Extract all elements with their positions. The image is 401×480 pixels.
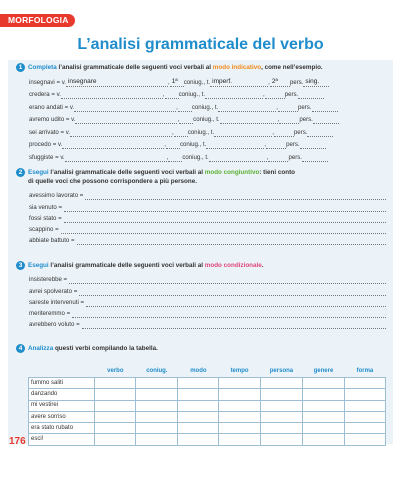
verb-form: credera = v.: [29, 91, 61, 98]
person-blank[interactable]: [265, 91, 285, 99]
answer-cell[interactable]: [136, 434, 178, 445]
answer-cell[interactable]: [136, 389, 178, 400]
answer-cell[interactable]: [260, 423, 302, 434]
analysis-line: [29, 318, 386, 329]
page-title: L’analisi grammaticale del verbo: [77, 36, 324, 53]
coniug-label: coniug., t.: [182, 153, 209, 161]
answer-cell[interactable]: [219, 411, 260, 422]
analysis-line: [29, 307, 386, 318]
number-blank[interactable]: [312, 104, 338, 112]
answer-cell[interactable]: [344, 378, 385, 389]
verb-cell: era stato rubato: [29, 423, 95, 434]
answer-cell[interactable]: [136, 378, 178, 389]
tense-blank[interactable]: [206, 141, 264, 149]
coniug-label: coniug., t.: [187, 128, 215, 136]
verb-form: sareste intervenuti =: [29, 298, 85, 306]
person-blank[interactable]: [270, 79, 290, 87]
coniugation-blank-value: 1ª: [171, 77, 178, 85]
person-blank[interactable]: [274, 129, 294, 137]
exercise-number-4: 4: [16, 344, 25, 353]
column-header: forma: [356, 368, 374, 374]
exercise-2: [16, 168, 386, 245]
verb-cell: fummo saliti: [29, 378, 95, 389]
verb-form: erano andati = v.: [29, 103, 75, 111]
answer-blank[interactable]: [79, 288, 386, 296]
answer-cell[interactable]: [136, 400, 178, 411]
answer-blank[interactable]: [86, 299, 386, 307]
answer-cell[interactable]: [303, 378, 345, 389]
verb-form: abbiate battuto =: [29, 237, 75, 245]
exercise-number-2: 2: [16, 168, 25, 177]
coniugation-blank[interactable]: [166, 141, 180, 149]
analysis-line: [29, 234, 386, 245]
exercise-3-rows: [29, 273, 386, 329]
verb-form: scappino =: [29, 226, 59, 234]
column-header: genere: [313, 368, 334, 374]
verb-cell: esci!: [29, 434, 95, 445]
answer-blank[interactable]: [64, 215, 386, 223]
exercise-3: [16, 261, 386, 329]
answer-blank[interactable]: [77, 237, 386, 245]
analysis-row: sei arrivato = v. , coniug., t. , pers.: [29, 124, 384, 137]
pers-label: pers.: [293, 128, 308, 136]
tense-blank[interactable]: [209, 154, 267, 162]
exercise-panel: [8, 60, 393, 444]
coniugation-blank[interactable]: [179, 116, 193, 124]
analysis-line: [29, 296, 386, 307]
answer-cell[interactable]: [344, 434, 385, 445]
pers-label: pers.: [297, 103, 312, 111]
person-blank[interactable]: [268, 154, 288, 162]
verb-infinitive-blank[interactable]: [65, 154, 167, 162]
answer-cell[interactable]: [260, 434, 302, 445]
coniugation-blank[interactable]: [170, 79, 184, 87]
coniug-label: coniug., t.: [183, 78, 211, 86]
answer-cell[interactable]: [136, 423, 178, 434]
table-row: [29, 434, 386, 445]
coniugation-blank[interactable]: [165, 91, 179, 99]
answer-cell[interactable]: [260, 378, 302, 389]
exercise-2-rows: [29, 189, 386, 245]
exercise-1-instruction: 1 Completa l’analisi grammaticale delle seguenti voci verbali al modo indicativo, come nell’esempio.: [16, 63, 386, 72]
tense-blank[interactable]: [218, 104, 276, 112]
verb-form: sfuggiste = v.: [29, 153, 65, 161]
number-blank[interactable]: [303, 79, 329, 87]
answer-blank[interactable]: [61, 226, 386, 234]
verb-form: avrei spolverato =: [29, 287, 78, 295]
verb-infinitive-blank[interactable]: [62, 141, 164, 149]
exercise-4: [16, 344, 386, 443]
verb-cell: mi vestirei: [29, 400, 95, 411]
verb-infinitive-blank-value: insegnare: [67, 77, 97, 85]
table-row: [29, 400, 386, 411]
analysis-row: credera = v. , coniug., t. , pers.: [29, 87, 384, 100]
answer-cell[interactable]: [219, 400, 260, 411]
answer-cell[interactable]: [260, 389, 302, 400]
answer-cell[interactable]: [303, 389, 345, 400]
analysis-row: sfuggiste = v. , coniug., t. , pers.: [29, 149, 384, 162]
answer-cell[interactable]: [303, 434, 345, 445]
answer-cell[interactable]: [219, 389, 260, 400]
pers-label: pers.: [289, 78, 304, 86]
analysis-line: [29, 273, 386, 284]
answer-blank[interactable]: [82, 321, 386, 329]
analysis-row: erano andati = v. , coniug., t. , pers.: [29, 99, 384, 112]
section-tag: MORFOLOGIA: [0, 14, 75, 27]
verb-cell: danzando: [29, 389, 95, 400]
answer-cell[interactable]: [260, 400, 302, 411]
number-blank[interactable]: [307, 129, 333, 137]
verb-form: sei arrivato = v.: [29, 128, 71, 136]
person-blank-value: 2ª: [271, 77, 278, 85]
analysis-line: [29, 223, 386, 234]
answer-blank[interactable]: [64, 204, 386, 212]
analysis-line: [29, 284, 386, 295]
coniugation-blank[interactable]: [168, 154, 182, 162]
answer-cell[interactable]: [178, 434, 219, 445]
answer-cell[interactable]: [303, 411, 345, 422]
verb-form: sia venuto =: [29, 203, 63, 211]
column-header: verbo: [107, 368, 124, 374]
answer-cell[interactable]: [344, 389, 385, 400]
analysis-table: [28, 366, 386, 446]
answer-blank[interactable]: [69, 276, 386, 284]
answer-cell[interactable]: [95, 400, 136, 411]
number-blank[interactable]: [302, 154, 328, 162]
verb-infinitive-blank[interactable]: [61, 91, 163, 99]
verb-cell: avere sorriso: [29, 411, 95, 422]
verb-form: fossi stato =: [29, 214, 62, 222]
verb-form: meriteremmo =: [29, 310, 71, 318]
person-blank[interactable]: [279, 116, 299, 124]
coniug-label: coniug., t.: [193, 116, 220, 123]
tense-blank[interactable]: [205, 91, 263, 99]
answer-cell[interactable]: [178, 423, 219, 434]
answer-cell[interactable]: [178, 411, 219, 422]
answer-cell[interactable]: [178, 400, 219, 411]
analysis-line: [29, 189, 386, 200]
answer-cell[interactable]: [260, 411, 302, 422]
verb-form: avrebbero voluto =: [29, 321, 80, 329]
coniug-label: coniug., t.: [179, 141, 207, 148]
answer-cell[interactable]: [95, 378, 136, 389]
verb-infinitive-blank[interactable]: [74, 104, 176, 112]
number-blank[interactable]: [313, 116, 339, 124]
analysis-line: [29, 200, 386, 211]
analysis-row: insegnavi = v. insegnare , 1ª coniug., t. imperf. , 2ª pers. sing.: [29, 74, 384, 87]
table-row: [29, 423, 386, 434]
column-header: persona: [269, 368, 294, 374]
answer-cell[interactable]: [95, 423, 136, 434]
person-blank[interactable]: [278, 104, 298, 112]
answer-blank[interactable]: [85, 192, 386, 200]
pers-label: pers.: [288, 153, 303, 161]
answer-cell[interactable]: [95, 434, 136, 445]
number-blank[interactable]: [298, 91, 324, 99]
answer-cell[interactable]: [219, 423, 260, 434]
answer-cell[interactable]: [178, 378, 219, 389]
table-row: [29, 378, 386, 389]
coniug-label: coniug., t.: [178, 91, 206, 98]
verb-infinitive-blank[interactable]: [66, 79, 168, 87]
answer-cell[interactable]: [219, 434, 260, 445]
tense-blank-value: imperf.: [212, 77, 232, 85]
exercise-number-3: 3: [16, 261, 25, 270]
exercise-2-instruction: 2 Esegui l’analisi grammaticale delle seguenti voci verbali al modo congiuntivo: tieni conto di quelle voci che possono corrispondere a più persone.: [16, 168, 386, 186]
verb-infinitive-blank[interactable]: [75, 116, 177, 124]
person-blank[interactable]: [266, 141, 286, 149]
tense-blank[interactable]: [220, 116, 278, 124]
answer-cell[interactable]: [136, 411, 178, 422]
column-header: coniug.: [146, 368, 168, 374]
coniug-label: coniug., t.: [191, 103, 219, 111]
answer-cell[interactable]: [303, 423, 345, 434]
verb-infinitive-blank[interactable]: [70, 129, 172, 137]
column-header: tempo: [230, 368, 249, 374]
analysis-line: [29, 212, 386, 223]
answer-cell[interactable]: [344, 411, 385, 422]
page-number: 176: [9, 436, 26, 447]
answer-cell[interactable]: [344, 423, 385, 434]
answer-cell[interactable]: [95, 389, 136, 400]
answer-cell[interactable]: [95, 411, 136, 422]
coniugation-blank[interactable]: [174, 129, 188, 137]
number-blank[interactable]: [300, 141, 326, 149]
answer-cell[interactable]: [178, 389, 219, 400]
analysis-row: avremo udito = v. , coniug., t. , pers.: [29, 112, 384, 125]
answer-cell[interactable]: [219, 378, 260, 389]
pers-label: pers.: [286, 141, 300, 148]
coniugation-blank[interactable]: [178, 104, 192, 112]
analysis-row: procedo = v. , coniug., t. , pers.: [29, 137, 384, 150]
answer-cell[interactable]: [303, 400, 345, 411]
verb-form: insisterebbe =: [29, 276, 68, 284]
exercise-1-rows: [29, 74, 384, 162]
exercise-4-instruction: 4 Analizza questi verbi compilando la tabella.: [16, 344, 386, 353]
pers-label: pers.: [299, 116, 313, 123]
pers-label: pers.: [284, 91, 299, 98]
answer-cell[interactable]: [344, 400, 385, 411]
number-blank-value: sing.: [305, 77, 320, 85]
answer-blank[interactable]: [72, 310, 386, 318]
exercise-3-instruction: 3 Esegui l’analisi grammaticale delle seguenti voci verbali al modo condizionale.: [16, 261, 386, 270]
verb-form: insegnavi = v.: [29, 78, 66, 86]
tense-blank[interactable]: [214, 129, 272, 137]
verb-form: avremo udito = v.: [29, 116, 76, 123]
tense-blank[interactable]: [210, 79, 268, 87]
exercise-number-1: 1: [16, 63, 25, 72]
verb-form: avessimo lavorato =: [29, 192, 84, 200]
exercise-1: [16, 63, 386, 161]
column-header: modo: [190, 368, 207, 374]
verb-form: procedo = v.: [29, 141, 63, 148]
table-row: [29, 389, 386, 400]
table-row: [29, 411, 386, 422]
